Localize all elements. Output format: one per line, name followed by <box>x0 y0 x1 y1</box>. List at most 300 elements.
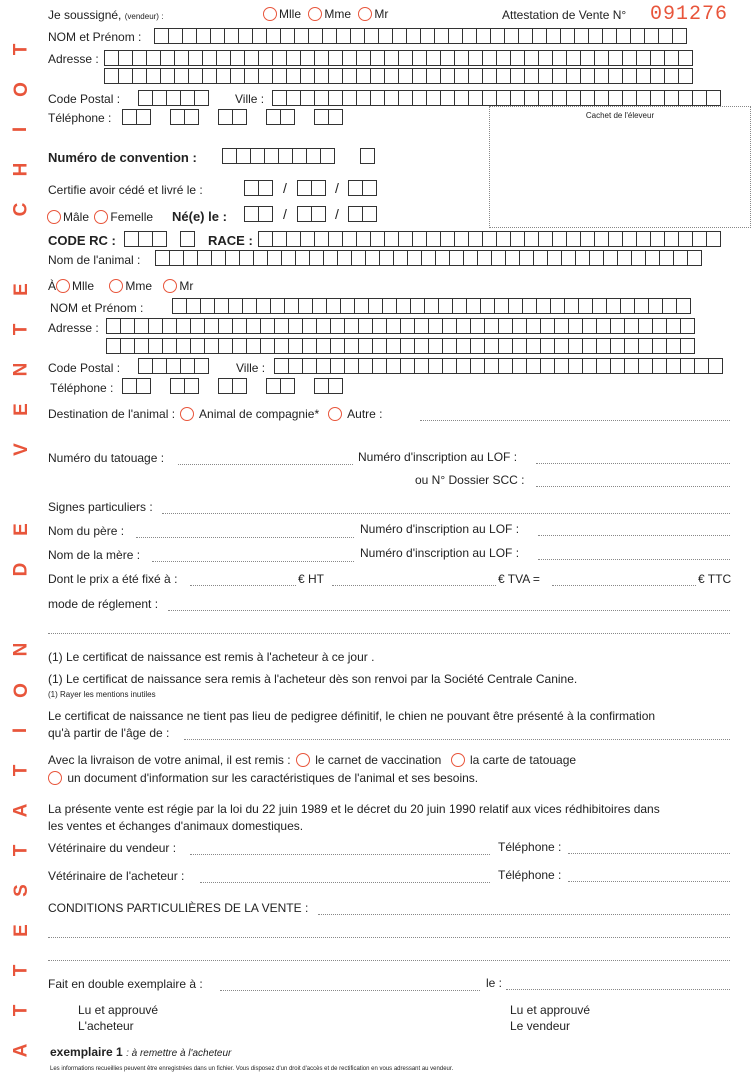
char-box[interactable] <box>354 298 369 314</box>
char-box[interactable] <box>170 378 185 394</box>
char-box[interactable] <box>560 28 575 44</box>
scc-line[interactable] <box>536 486 730 487</box>
char-box[interactable] <box>311 206 326 222</box>
char-box[interactable] <box>336 28 351 44</box>
father-line[interactable] <box>136 537 354 538</box>
char-box[interactable] <box>314 50 329 66</box>
buyer-city-boxes[interactable] <box>274 358 722 374</box>
char-box[interactable] <box>180 90 195 106</box>
char-box[interactable] <box>664 68 679 84</box>
char-box[interactable] <box>540 338 555 354</box>
char-box[interactable] <box>594 231 609 247</box>
char-box[interactable] <box>344 338 359 354</box>
char-box[interactable] <box>378 28 393 44</box>
char-box[interactable] <box>256 298 271 314</box>
char-box[interactable] <box>636 231 651 247</box>
buyer-phone-boxes[interactable] <box>122 378 342 394</box>
payment-line[interactable] <box>168 610 730 611</box>
char-box[interactable] <box>652 338 667 354</box>
char-box[interactable] <box>326 298 341 314</box>
char-box[interactable] <box>435 250 450 266</box>
char-box[interactable] <box>218 109 233 125</box>
vet-seller-line[interactable] <box>190 854 490 855</box>
char-box[interactable] <box>180 358 195 374</box>
char-box[interactable] <box>468 68 483 84</box>
char-box[interactable] <box>610 318 625 334</box>
char-box[interactable] <box>638 338 653 354</box>
char-box[interactable] <box>364 28 379 44</box>
char-box[interactable] <box>638 358 653 374</box>
conditions-line-3[interactable] <box>48 960 730 961</box>
char-box[interactable] <box>524 90 539 106</box>
char-box[interactable] <box>294 28 309 44</box>
char-box[interactable] <box>222 148 237 164</box>
mother-lof-line[interactable] <box>538 559 730 560</box>
char-box[interactable] <box>608 231 623 247</box>
char-box[interactable] <box>664 231 679 247</box>
char-box[interactable] <box>344 358 359 374</box>
char-box[interactable] <box>328 378 343 394</box>
char-box[interactable] <box>286 50 301 66</box>
char-box[interactable] <box>132 68 147 84</box>
char-box[interactable] <box>260 318 275 334</box>
char-box[interactable] <box>328 68 343 84</box>
payment-line-2[interactable] <box>48 633 730 634</box>
char-box[interactable] <box>182 28 197 44</box>
char-box[interactable] <box>356 68 371 84</box>
char-box[interactable] <box>484 338 499 354</box>
char-box[interactable] <box>610 358 625 374</box>
docs-radio-info[interactable] <box>48 771 62 785</box>
civility-radio-mlle[interactable] <box>56 279 70 293</box>
char-box[interactable] <box>666 338 681 354</box>
char-box[interactable] <box>188 68 203 84</box>
price-ht-line[interactable] <box>190 585 296 586</box>
char-box[interactable] <box>574 28 589 44</box>
char-box[interactable] <box>426 68 441 84</box>
price-ttc-line[interactable] <box>552 585 696 586</box>
char-box[interactable] <box>426 231 441 247</box>
char-box[interactable] <box>410 298 425 314</box>
char-box[interactable] <box>314 109 329 125</box>
char-box[interactable] <box>438 298 453 314</box>
buyer-address-boxes-2[interactable] <box>106 338 694 354</box>
char-box[interactable] <box>638 318 653 334</box>
animal-name-boxes[interactable] <box>155 250 701 266</box>
char-box[interactable] <box>552 68 567 84</box>
char-box[interactable] <box>176 338 191 354</box>
char-box[interactable] <box>524 50 539 66</box>
char-box[interactable] <box>106 318 121 334</box>
char-box[interactable] <box>676 298 691 314</box>
char-box[interactable] <box>239 250 254 266</box>
char-box[interactable] <box>508 298 523 314</box>
char-box[interactable] <box>328 231 343 247</box>
char-box[interactable] <box>636 90 651 106</box>
char-box[interactable] <box>297 180 312 196</box>
char-box[interactable] <box>386 318 401 334</box>
char-box[interactable] <box>370 68 385 84</box>
char-box[interactable] <box>494 298 509 314</box>
delivery-year-boxes[interactable] <box>348 180 376 196</box>
father-lof-line[interactable] <box>538 535 730 536</box>
char-box[interactable] <box>292 148 307 164</box>
char-box[interactable] <box>266 28 281 44</box>
char-box[interactable] <box>554 338 569 354</box>
char-box[interactable] <box>370 231 385 247</box>
char-box[interactable] <box>490 28 505 44</box>
char-box[interactable] <box>505 250 520 266</box>
char-box[interactable] <box>538 68 553 84</box>
char-box[interactable] <box>400 318 415 334</box>
char-box[interactable] <box>162 318 177 334</box>
char-box[interactable] <box>692 231 707 247</box>
char-box[interactable] <box>414 318 429 334</box>
char-box[interactable] <box>280 28 295 44</box>
char-box[interactable] <box>594 68 609 84</box>
char-box[interactable] <box>606 298 621 314</box>
char-box[interactable] <box>596 338 611 354</box>
char-box[interactable] <box>160 50 175 66</box>
char-box[interactable] <box>122 378 137 394</box>
char-box[interactable] <box>645 250 660 266</box>
rc-extra-box[interactable] <box>180 231 194 247</box>
char-box[interactable] <box>384 50 399 66</box>
char-box[interactable] <box>302 338 317 354</box>
char-box[interactable] <box>196 28 211 44</box>
char-box[interactable] <box>666 358 681 374</box>
civility-radio-mr[interactable] <box>358 7 372 21</box>
char-box[interactable] <box>272 68 287 84</box>
char-box[interactable] <box>428 358 443 374</box>
char-box[interactable] <box>232 338 247 354</box>
char-box[interactable] <box>288 318 303 334</box>
seller-phone-boxes[interactable] <box>122 109 342 125</box>
char-box[interactable] <box>124 231 139 247</box>
price-tva-line[interactable] <box>332 585 496 586</box>
char-box[interactable] <box>298 298 313 314</box>
char-box[interactable] <box>498 318 513 334</box>
char-box[interactable] <box>356 90 371 106</box>
char-box[interactable] <box>554 318 569 334</box>
char-box[interactable] <box>136 109 151 125</box>
char-box[interactable] <box>400 338 415 354</box>
char-box[interactable] <box>580 50 595 66</box>
char-box[interactable] <box>132 50 147 66</box>
char-box[interactable] <box>284 298 299 314</box>
char-box[interactable] <box>496 90 511 106</box>
char-box[interactable] <box>678 90 693 106</box>
char-box[interactable] <box>664 90 679 106</box>
char-box[interactable] <box>174 68 189 84</box>
char-box[interactable] <box>650 231 665 247</box>
char-box[interactable] <box>253 250 268 266</box>
char-box[interactable] <box>230 50 245 66</box>
char-box[interactable] <box>412 68 427 84</box>
char-box[interactable] <box>658 28 673 44</box>
char-box[interactable] <box>524 68 539 84</box>
char-box[interactable] <box>407 250 422 266</box>
char-box[interactable] <box>524 231 539 247</box>
char-box[interactable] <box>356 50 371 66</box>
delivery-month-boxes[interactable] <box>297 180 325 196</box>
char-box[interactable] <box>636 68 651 84</box>
char-box[interactable] <box>197 250 212 266</box>
char-box[interactable] <box>174 50 189 66</box>
char-box[interactable] <box>650 90 665 106</box>
char-box[interactable] <box>306 148 321 164</box>
char-box[interactable] <box>568 338 583 354</box>
char-box[interactable] <box>330 338 345 354</box>
char-box[interactable] <box>582 338 597 354</box>
char-box[interactable] <box>218 378 233 394</box>
char-box[interactable] <box>122 109 137 125</box>
char-box[interactable] <box>372 318 387 334</box>
char-box[interactable] <box>566 90 581 106</box>
char-box[interactable] <box>274 358 289 374</box>
char-box[interactable] <box>636 50 651 66</box>
char-box[interactable] <box>250 148 265 164</box>
char-box[interactable] <box>379 250 394 266</box>
char-box[interactable] <box>350 28 365 44</box>
char-box[interactable] <box>300 68 315 84</box>
char-box[interactable] <box>183 250 198 266</box>
female-radio[interactable] <box>94 210 108 224</box>
char-box[interactable] <box>286 90 301 106</box>
char-box[interactable] <box>552 50 567 66</box>
char-box[interactable] <box>692 90 707 106</box>
char-box[interactable] <box>244 206 259 222</box>
char-box[interactable] <box>582 358 597 374</box>
char-box[interactable] <box>393 250 408 266</box>
char-box[interactable] <box>342 50 357 66</box>
char-box[interactable] <box>510 50 525 66</box>
char-box[interactable] <box>398 50 413 66</box>
char-box[interactable] <box>211 250 226 266</box>
char-box[interactable] <box>496 68 511 84</box>
char-box[interactable] <box>297 206 312 222</box>
char-box[interactable] <box>594 90 609 106</box>
char-box[interactable] <box>596 358 611 374</box>
char-box[interactable] <box>288 338 303 354</box>
char-box[interactable] <box>540 358 555 374</box>
char-box[interactable] <box>322 28 337 44</box>
char-box[interactable] <box>566 50 581 66</box>
char-box[interactable] <box>452 298 467 314</box>
char-box[interactable] <box>328 50 343 66</box>
char-box[interactable] <box>434 28 449 44</box>
char-box[interactable] <box>442 338 457 354</box>
char-box[interactable] <box>169 250 184 266</box>
vet-buyer-line[interactable] <box>200 882 490 883</box>
civility-radio-mr[interactable] <box>163 279 177 293</box>
char-box[interactable] <box>323 250 338 266</box>
char-box[interactable] <box>620 298 635 314</box>
char-box[interactable] <box>120 338 135 354</box>
char-box[interactable] <box>134 318 149 334</box>
char-box[interactable] <box>426 50 441 66</box>
char-box[interactable] <box>138 358 153 374</box>
docs-radio-vaccination[interactable] <box>296 753 310 767</box>
char-box[interactable] <box>624 338 639 354</box>
char-box[interactable] <box>146 68 161 84</box>
char-box[interactable] <box>300 90 315 106</box>
char-box[interactable] <box>266 109 281 125</box>
char-box[interactable] <box>330 318 345 334</box>
char-box[interactable] <box>154 28 169 44</box>
char-box[interactable] <box>666 318 681 334</box>
char-box[interactable] <box>170 109 185 125</box>
char-box[interactable] <box>272 50 287 66</box>
char-box[interactable] <box>295 250 310 266</box>
char-box[interactable] <box>482 68 497 84</box>
char-box[interactable] <box>424 298 439 314</box>
char-box[interactable] <box>624 358 639 374</box>
char-box[interactable] <box>168 28 183 44</box>
char-box[interactable] <box>480 298 495 314</box>
char-box[interactable] <box>468 231 483 247</box>
char-box[interactable] <box>202 50 217 66</box>
char-box[interactable] <box>617 250 632 266</box>
birth-year-boxes[interactable] <box>348 206 376 222</box>
char-box[interactable] <box>456 358 471 374</box>
char-box[interactable] <box>312 298 327 314</box>
char-box[interactable] <box>608 68 623 84</box>
char-box[interactable] <box>166 358 181 374</box>
char-box[interactable] <box>592 298 607 314</box>
char-box[interactable] <box>302 318 317 334</box>
char-box[interactable] <box>526 358 541 374</box>
seller-name-boxes[interactable] <box>154 28 686 44</box>
male-radio[interactable] <box>47 210 61 224</box>
race-boxes[interactable] <box>258 231 720 247</box>
char-box[interactable] <box>533 250 548 266</box>
char-box[interactable] <box>152 231 167 247</box>
char-box[interactable] <box>358 318 373 334</box>
char-box[interactable] <box>210 28 225 44</box>
char-box[interactable] <box>246 318 261 334</box>
char-box[interactable] <box>519 250 534 266</box>
destination-radio-other[interactable] <box>328 407 342 421</box>
char-box[interactable] <box>228 298 243 314</box>
char-box[interactable] <box>288 358 303 374</box>
char-box[interactable] <box>476 28 491 44</box>
char-box[interactable] <box>650 50 665 66</box>
char-box[interactable] <box>414 338 429 354</box>
char-box[interactable] <box>225 250 240 266</box>
char-box[interactable] <box>162 338 177 354</box>
vet-seller-phone-line[interactable] <box>568 853 730 854</box>
char-box[interactable] <box>680 318 695 334</box>
sex-group[interactable] <box>47 210 153 224</box>
char-box[interactable] <box>230 68 245 84</box>
char-box[interactable] <box>616 28 631 44</box>
char-box[interactable] <box>370 50 385 66</box>
char-box[interactable] <box>188 50 203 66</box>
char-box[interactable] <box>104 50 119 66</box>
char-box[interactable] <box>426 90 441 106</box>
char-box[interactable] <box>281 250 296 266</box>
mother-line[interactable] <box>152 561 354 562</box>
char-box[interactable] <box>678 231 693 247</box>
convention-boxes[interactable] <box>222 148 334 164</box>
char-box[interactable] <box>314 378 329 394</box>
char-box[interactable] <box>316 338 331 354</box>
char-box[interactable] <box>328 90 343 106</box>
char-box[interactable] <box>218 318 233 334</box>
age-line[interactable] <box>184 739 730 740</box>
char-box[interactable] <box>316 318 331 334</box>
char-box[interactable] <box>580 231 595 247</box>
char-box[interactable] <box>362 180 377 196</box>
signing-place-line[interactable] <box>220 990 480 991</box>
buyer-name-boxes[interactable] <box>172 298 690 314</box>
char-box[interactable] <box>260 338 275 354</box>
char-box[interactable] <box>266 378 281 394</box>
char-box[interactable] <box>368 298 383 314</box>
char-box[interactable] <box>659 250 674 266</box>
convention-check-box[interactable] <box>360 148 374 164</box>
char-box[interactable] <box>351 250 366 266</box>
char-box[interactable] <box>138 90 153 106</box>
char-box[interactable] <box>526 338 541 354</box>
char-box[interactable] <box>384 90 399 106</box>
char-box[interactable] <box>194 90 209 106</box>
char-box[interactable] <box>706 231 721 247</box>
char-box[interactable] <box>650 68 665 84</box>
char-box[interactable] <box>484 318 499 334</box>
char-box[interactable] <box>238 28 253 44</box>
char-box[interactable] <box>582 318 597 334</box>
char-box[interactable] <box>120 318 135 334</box>
char-box[interactable] <box>578 298 593 314</box>
char-box[interactable] <box>138 231 153 247</box>
char-box[interactable] <box>320 148 335 164</box>
char-box[interactable] <box>286 231 301 247</box>
char-box[interactable] <box>258 231 273 247</box>
char-box[interactable] <box>538 50 553 66</box>
char-box[interactable] <box>190 338 205 354</box>
char-box[interactable] <box>644 28 659 44</box>
char-box[interactable] <box>512 358 527 374</box>
char-box[interactable] <box>440 231 455 247</box>
char-box[interactable] <box>258 68 273 84</box>
char-box[interactable] <box>678 50 693 66</box>
char-box[interactable] <box>204 338 219 354</box>
char-box[interactable] <box>608 90 623 106</box>
birth-month-boxes[interactable] <box>297 206 325 222</box>
char-box[interactable] <box>454 50 469 66</box>
char-box[interactable] <box>180 231 195 247</box>
char-box[interactable] <box>564 298 579 314</box>
char-box[interactable] <box>442 318 457 334</box>
char-box[interactable] <box>482 90 497 106</box>
char-box[interactable] <box>146 50 161 66</box>
char-box[interactable] <box>300 231 315 247</box>
destination-radio-pet[interactable] <box>180 407 194 421</box>
char-box[interactable] <box>468 90 483 106</box>
char-box[interactable] <box>454 231 469 247</box>
char-box[interactable] <box>540 318 555 334</box>
char-box[interactable] <box>449 250 464 266</box>
char-box[interactable] <box>218 338 233 354</box>
char-box[interactable] <box>552 90 567 106</box>
char-box[interactable] <box>216 68 231 84</box>
civility-radio-mme[interactable] <box>308 7 322 21</box>
char-box[interactable] <box>484 358 499 374</box>
char-box[interactable] <box>412 50 427 66</box>
delivery-day-boxes[interactable] <box>244 180 272 196</box>
